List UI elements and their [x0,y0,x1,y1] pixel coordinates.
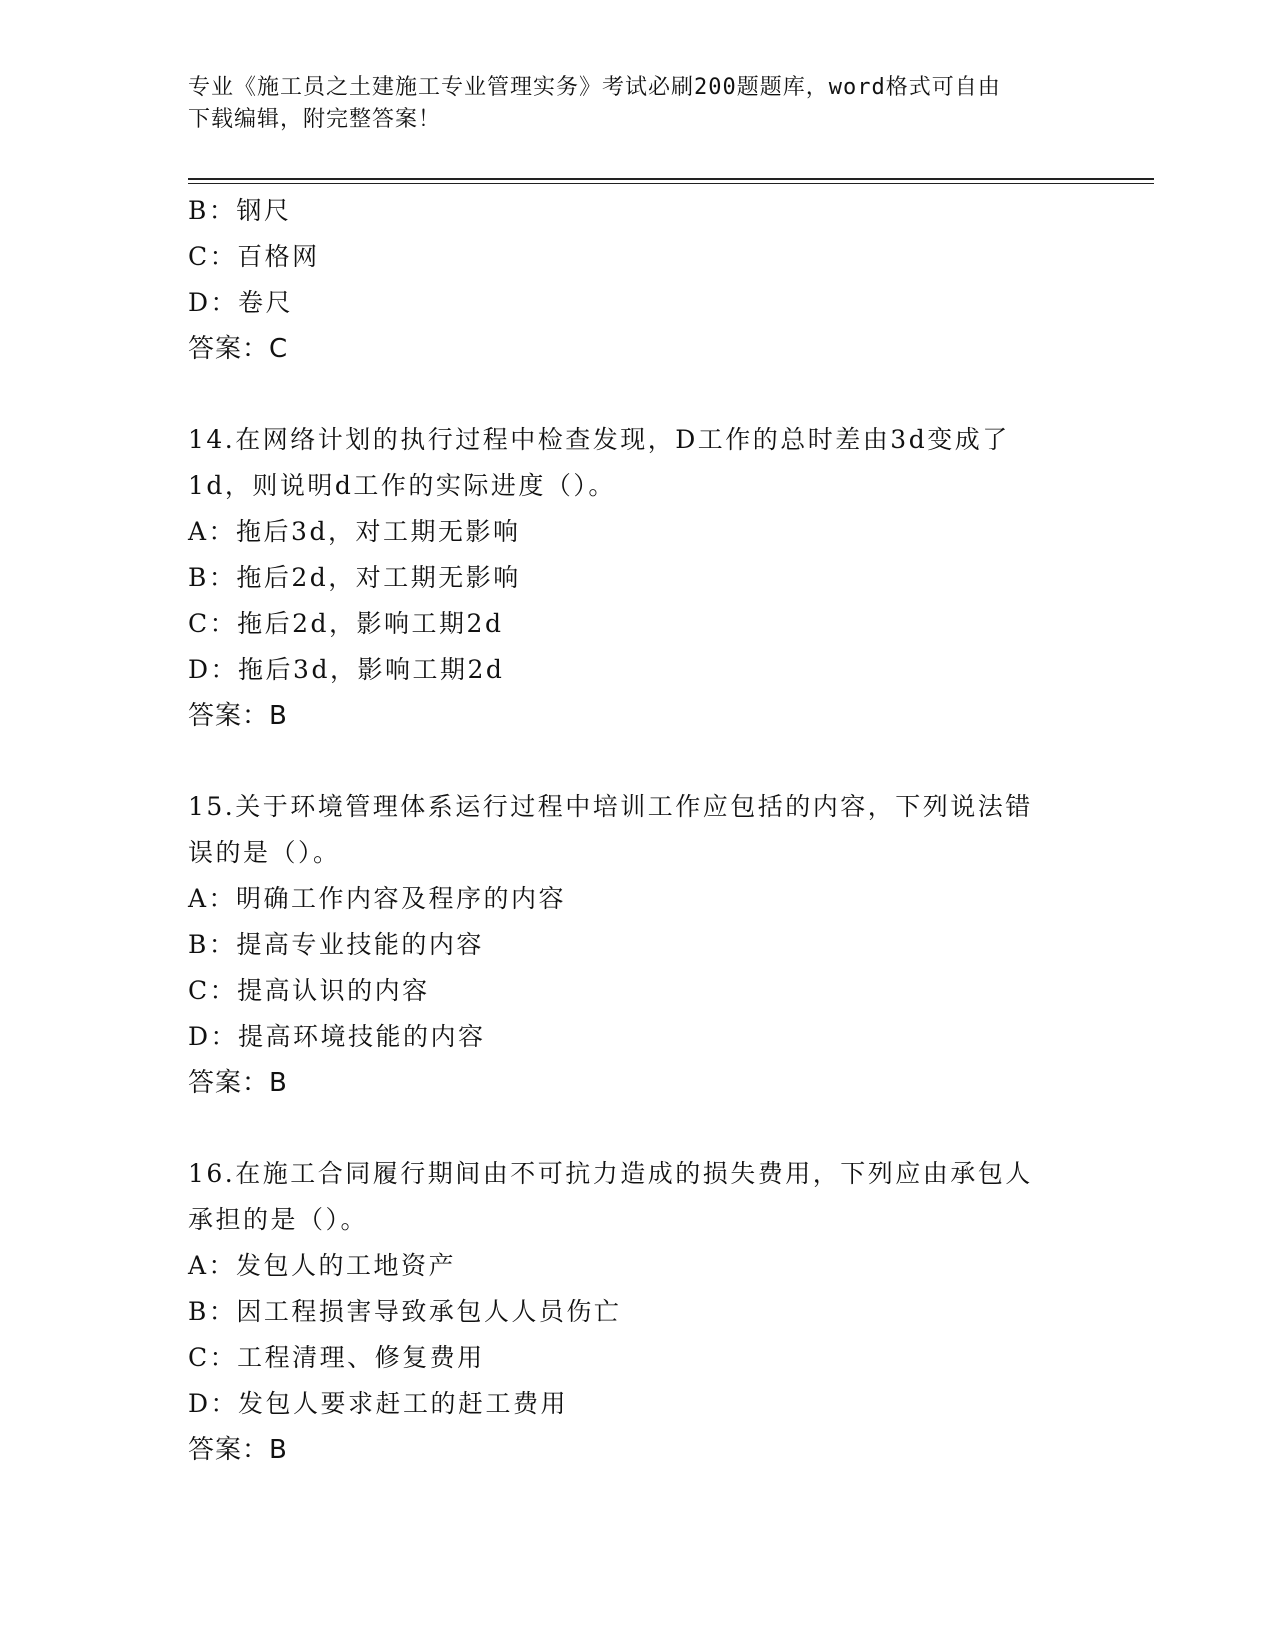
header-title-line-1: 专业《施工员之土建施工专业管理实务》考试必刷200题题库，word格式可自由 [188,75,1001,100]
answer-line: 答案：B [188,1435,288,1465]
answer-line: 答案：B [188,1068,288,1098]
answer-line: 答案：C [188,334,289,364]
option-a: A：发包人的工地资产 [188,1251,457,1280]
option-a: A：拖后3d，对工期无影响 [188,517,521,546]
option-c: C：百格网 [188,242,320,271]
question-16 [188,1151,1088,1473]
document-header [188,72,1088,136]
question-stem-line-2: 1d，则说明d工作的实际进度（）。 [188,471,616,500]
option-c: C：提高认识的内容 [188,976,430,1005]
option-d: D：卷尺 [188,288,294,317]
option-a: A：明确工作内容及程序的内容 [188,884,567,913]
question-stem-line-1: 15.关于环境管理体系运行过程中培训工作应包括的内容，下列说法错 [188,792,1033,821]
option-b: B：因工程损害导致承包人人员伤亡 [188,1297,622,1326]
question-stem-line-2: 误的是（）。 [188,838,341,867]
spacer [188,1106,1088,1151]
option-d: D：发包人要求赶工的赶工费用 [188,1389,569,1418]
question-stem-line-1: 16.在施工合同履行期间由不可抗力造成的损失费用，下列应由承包人 [188,1159,1033,1188]
header-title-line-2: 下载编辑，附完整答案！ [188,107,442,132]
question-14 [188,417,1088,739]
spacer [188,372,1088,417]
option-b: B：拖后2d，对工期无影响 [188,563,521,592]
option-b: B：钢尺 [188,196,292,225]
option-c: C：工程清理、修复费用 [188,1343,485,1372]
spacer [188,739,1088,784]
option-c: C：拖后2d，影响工期2d [188,609,504,638]
option-d: D：拖后3d，影响工期2d [188,655,505,684]
question-list [188,188,1088,1473]
question-fragment [188,188,1088,372]
question-stem-line-1: 14.在网络计划的执行过程中检查发现，D工作的总时差由3d变成了 [188,425,1010,454]
option-b: B：提高专业技能的内容 [188,930,484,959]
question-15 [188,784,1088,1106]
answer-line: 答案：B [188,701,288,731]
option-d: D：提高环境技能的内容 [188,1022,486,1051]
header-divider-thick [188,178,1154,180]
question-stem-line-2: 承担的是（）。 [188,1205,369,1234]
header-divider-thin [188,183,1154,184]
